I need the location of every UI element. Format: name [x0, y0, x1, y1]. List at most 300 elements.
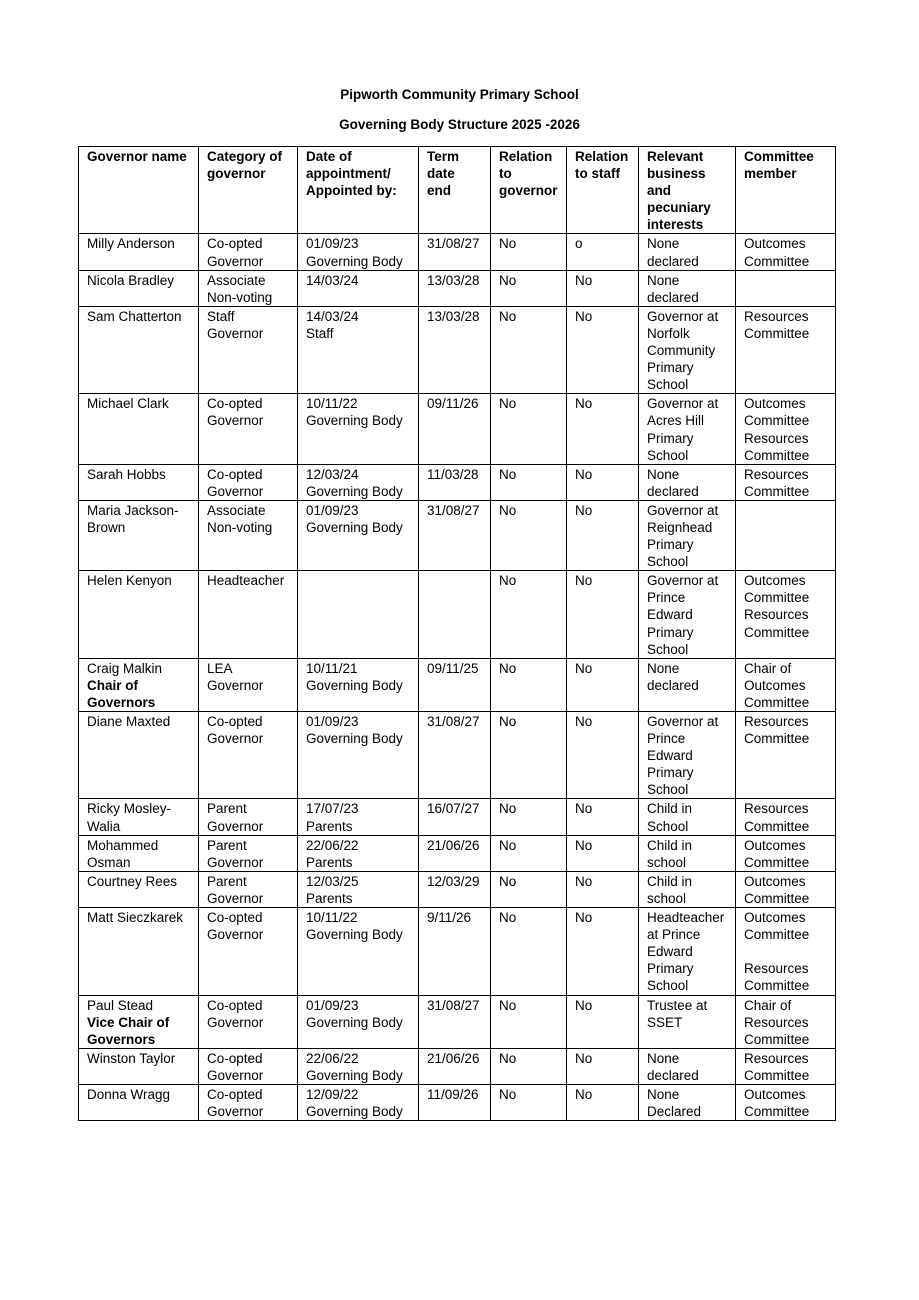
- cell-interests: [639, 571, 736, 658]
- cell-term-end: [419, 799, 491, 835]
- cell-appointment-line: Governing Body: [306, 483, 403, 499]
- column-header-interests: [639, 147, 736, 234]
- cell-category: [199, 908, 298, 995]
- cell-relation-to-governor: [491, 394, 567, 464]
- cell-appointment: [298, 394, 419, 464]
- cell-relation-to-staff-line: No: [575, 1086, 593, 1102]
- cell-committee-line: Outcomes: [744, 573, 806, 589]
- cell-relation-to-staff: [567, 799, 639, 835]
- cell-governor-name: [79, 1048, 199, 1084]
- cell-appointment-line: 10/11/22: [306, 396, 358, 412]
- cell-governor-name-line: Mohammed: [87, 837, 159, 853]
- cell-governor-name-line: Osman: [87, 854, 131, 870]
- cell-category-line: Governor: [207, 483, 264, 499]
- cell-interests-line: Edward: [647, 607, 693, 623]
- cell-committee-line: Committee: [744, 590, 810, 606]
- cell-governor-name-line: Michael Clark: [87, 396, 169, 412]
- cell-category-line: Parent: [207, 873, 247, 889]
- cell-term-end: [419, 658, 491, 711]
- cell-governor-name-line: Brown: [87, 519, 126, 535]
- table-row: [79, 712, 836, 799]
- cell-interests: [639, 658, 736, 711]
- cell-category: [199, 995, 298, 1048]
- cell-committee: [736, 571, 836, 658]
- cell-interests-line: Governor at: [647, 573, 719, 589]
- cell-committee-line: Resources: [744, 1014, 809, 1030]
- cell-committee-line: Resources: [744, 1050, 809, 1066]
- cell-committee-line: Committee: [744, 854, 810, 870]
- cell-governor-name: [79, 500, 199, 570]
- header-interests-line: business: [647, 166, 706, 182]
- cell-appointment: [298, 306, 419, 393]
- cell-relation-to-staff-line: No: [575, 714, 593, 729]
- cell-governor-name: [79, 234, 199, 270]
- cell-relation-to-governor: [491, 270, 567, 306]
- cell-committee-line: [744, 943, 831, 960]
- cell-relation-to-governor: [491, 908, 567, 995]
- governor-role-line: Chair of: [87, 677, 139, 693]
- cell-governor-name-line: Paul Stead: [87, 997, 154, 1013]
- cell-appointment: [298, 871, 419, 907]
- cell-governor-name-line: Donna Wragg: [87, 1086, 171, 1102]
- cell-category-line: Governor: [207, 854, 264, 870]
- cell-category-line: LEA: [207, 660, 233, 676]
- cell-interests: [639, 835, 736, 871]
- table-row: [79, 464, 836, 500]
- table-row: [79, 995, 836, 1048]
- cell-interests-line: declared: [647, 483, 699, 499]
- cell-governor-name-line: Craig Malkin: [87, 660, 163, 676]
- cell-committee-line: Resources: [744, 308, 809, 324]
- cell-category: [199, 658, 298, 711]
- governor-role-line: Governors: [87, 1031, 156, 1047]
- cell-term-end: [419, 500, 491, 570]
- cell-category-line: Co-opted: [207, 1086, 263, 1102]
- cell-committee: [736, 394, 836, 464]
- cell-category-line: Governor: [207, 325, 264, 341]
- cell-interests-line: None: [647, 236, 680, 252]
- cell-term-end-line: 11/03/28: [427, 466, 479, 482]
- cell-committee-line: Chair of: [744, 997, 792, 1013]
- cell-interests-line: None: [647, 1050, 680, 1066]
- cell-category: [199, 1084, 298, 1120]
- cell-interests-line: Primary: [647, 765, 694, 781]
- cell-relation-to-governor-line: No: [499, 396, 517, 412]
- cell-committee: [736, 712, 836, 799]
- cell-interests: [639, 995, 736, 1048]
- header-interests-line: interests: [647, 217, 704, 233]
- cell-relation-to-staff: [567, 1084, 639, 1120]
- cell-committee-line: Committee: [744, 1067, 810, 1083]
- cell-relation-to-staff-line: o: [575, 236, 583, 252]
- cell-relation-to-governor: [491, 500, 567, 570]
- cell-appointment: [298, 1084, 419, 1120]
- table-row: [79, 500, 836, 570]
- cell-interests-line: school: [647, 890, 687, 906]
- cell-category: [199, 306, 298, 393]
- cell-committee-line: Committee: [744, 818, 810, 834]
- cell-governor-name: [79, 799, 199, 835]
- cell-relation-to-governor: [491, 464, 567, 500]
- cell-relation-to-staff: [567, 394, 639, 464]
- cell-term-end: [419, 995, 491, 1048]
- cell-relation-to-staff: [567, 571, 639, 658]
- cell-category-line: Associate: [207, 272, 266, 288]
- column-header-governor-name: [79, 147, 199, 234]
- cell-category-line: Governor: [207, 890, 264, 906]
- cell-appointment-line: Governing Body: [306, 677, 403, 693]
- cell-term-end: [419, 1084, 491, 1120]
- cell-committee-line: Committee: [744, 413, 810, 429]
- cell-governor-name-line: Milly Anderson: [87, 236, 175, 252]
- table-row: [79, 871, 836, 907]
- cell-committee-line: Committee: [744, 927, 810, 943]
- cell-term-end-line: 31/08/27: [427, 714, 480, 729]
- cell-interests: [639, 1048, 736, 1084]
- cell-category: [199, 234, 298, 270]
- table-row: [79, 1048, 836, 1084]
- cell-term-end-line: 21/06/26: [427, 837, 480, 853]
- cell-category: [199, 871, 298, 907]
- cell-term-end-line: 16/07/27: [427, 801, 480, 817]
- cell-interests-line: None: [647, 660, 680, 676]
- cell-committee-line: Committee: [744, 483, 810, 499]
- cell-category-line: Co-opted: [207, 997, 263, 1013]
- cell-term-end-line: 21/06/26: [427, 1050, 480, 1066]
- cell-relation-to-staff: [567, 500, 639, 570]
- column-header-relation-to-staff: [567, 147, 639, 234]
- cell-relation-to-governor-line: No: [499, 573, 517, 589]
- cell-appointment-line: 01/09/23: [306, 502, 359, 518]
- cell-committee-line: Chair of: [744, 660, 792, 676]
- cell-interests-line: School: [647, 782, 689, 798]
- cell-appointment-line: 14/03/24: [306, 308, 359, 324]
- cell-governor-name-line: Helen Kenyon: [87, 573, 172, 589]
- cell-interests-line: School: [647, 641, 689, 657]
- cell-relation-to-governor-line: No: [499, 910, 517, 926]
- cell-relation-to-staff-line: No: [575, 801, 593, 817]
- header-committee-line: Committee: [744, 149, 814, 164]
- cell-committee: [736, 306, 836, 393]
- cell-category-line: Parent: [207, 801, 247, 817]
- cell-interests-line: Governor at: [647, 714, 719, 729]
- header-appointment-line: Appointed by:: [306, 183, 397, 199]
- cell-appointment-line: Governing Body: [306, 519, 403, 535]
- governor-role-line: Vice Chair of: [87, 1014, 170, 1030]
- cell-appointment: [298, 234, 419, 270]
- cell-relation-to-staff-line: No: [575, 308, 593, 324]
- cell-committee-line: Outcomes: [744, 837, 806, 853]
- cell-relation-to-governor: [491, 835, 567, 871]
- cell-governor-name: [79, 464, 199, 500]
- document-title: Pipworth Community Primary School: [340, 87, 579, 102]
- cell-relation-to-governor-line: No: [499, 837, 517, 853]
- cell-relation-to-governor-line: No: [499, 466, 517, 482]
- header-relation-to-staff-line: to staff: [575, 166, 620, 182]
- cell-committee-line: Resources: [744, 961, 809, 977]
- table-row: [79, 571, 836, 658]
- header-relation-to-staff-line: Relation: [575, 149, 629, 164]
- cell-appointment-line: Governing Body: [306, 927, 403, 943]
- cell-term-end: [419, 270, 491, 306]
- cell-appointment-line: Governing Body: [306, 731, 403, 747]
- cell-appointment: [298, 658, 419, 711]
- cell-category-line: Co-opted: [207, 714, 263, 729]
- cell-interests-line: School: [647, 447, 689, 463]
- cell-committee-line: Resources: [744, 466, 809, 482]
- cell-interests-line: None: [647, 1086, 680, 1102]
- cell-category: [199, 712, 298, 799]
- header-committee-line: member: [744, 166, 797, 182]
- cell-category-line: Co-opted: [207, 1050, 263, 1066]
- cell-governor-name: [79, 658, 199, 711]
- cell-relation-to-governor-line: No: [499, 308, 517, 324]
- cell-committee: [736, 799, 836, 835]
- cell-interests: [639, 306, 736, 393]
- cell-appointment: [298, 835, 419, 871]
- cell-appointment-line: 12/03/25: [306, 873, 359, 889]
- cell-appointment: [298, 571, 419, 658]
- cell-relation-to-governor: [491, 712, 567, 799]
- cell-interests-line: Primary: [647, 961, 694, 977]
- cell-category-line: Non-voting: [207, 519, 273, 535]
- cell-interests-line: None: [647, 466, 680, 482]
- cell-interests-line: Trustee at: [647, 997, 708, 1013]
- cell-relation-to-staff-line: No: [575, 660, 593, 676]
- cell-appointment-line: Parents: [306, 818, 353, 834]
- cell-appointment-line: 17/07/23: [306, 801, 359, 817]
- column-header-relation-to-governor: [491, 147, 567, 234]
- cell-interests-line: declared: [647, 677, 699, 693]
- column-header-committee: [736, 147, 836, 234]
- cell-relation-to-governor-line: No: [499, 502, 517, 518]
- cell-appointment-line: Parents: [306, 890, 353, 906]
- cell-term-end: [419, 908, 491, 995]
- cell-category-line: Governor: [207, 677, 264, 693]
- table-row: [79, 270, 836, 306]
- cell-committee: [736, 234, 836, 270]
- cell-committee: [736, 1084, 836, 1120]
- column-header-category: [199, 147, 298, 234]
- cell-interests-line: None: [647, 272, 680, 288]
- cell-appointment: [298, 500, 419, 570]
- cell-relation-to-governor-line: No: [499, 1086, 517, 1102]
- cell-governor-name-line: Sarah Hobbs: [87, 466, 166, 482]
- cell-relation-to-governor-line: No: [499, 873, 517, 889]
- cell-committee-line: Resources: [744, 430, 809, 446]
- cell-interests-line: Child in: [647, 837, 693, 853]
- header-appointment-line: Date of: [306, 149, 352, 164]
- cell-committee-line: Committee: [744, 694, 810, 710]
- cell-governor-name-line: Matt Sieczkarek: [87, 910, 184, 926]
- cell-relation-to-staff-line: No: [575, 502, 593, 518]
- cell-interests-line: Declared: [647, 1104, 702, 1120]
- cell-appointment: [298, 464, 419, 500]
- cell-interests-line: Headteacher: [647, 910, 725, 926]
- cell-committee-line: Outcomes: [744, 236, 806, 252]
- header-interests-line: Relevant: [647, 149, 704, 164]
- cell-interests-line: Governor at: [647, 396, 719, 412]
- cell-relation-to-governor-line: No: [499, 1050, 517, 1066]
- cell-governor-name-line: Courtney Rees: [87, 873, 178, 889]
- cell-committee-line: Resources: [744, 714, 809, 729]
- cell-interests-line: Governor at: [647, 502, 719, 518]
- cell-term-end: [419, 234, 491, 270]
- cell-interests-line: Norfolk: [647, 325, 690, 341]
- cell-category: [199, 394, 298, 464]
- cell-category-line: Co-opted: [207, 396, 263, 412]
- cell-category-line: Governor: [207, 413, 264, 429]
- cell-category-line: Governor: [207, 1104, 264, 1120]
- cell-relation-to-staff: [567, 995, 639, 1048]
- header-category-line: governor: [207, 166, 266, 182]
- cell-relation-to-staff-line: No: [575, 873, 593, 889]
- cell-interests-line: declared: [647, 289, 699, 305]
- cell-committee: [736, 908, 836, 995]
- cell-term-end: [419, 835, 491, 871]
- cell-category-line: Governor: [207, 927, 264, 943]
- cell-category-line: Headteacher: [207, 573, 285, 589]
- cell-interests-line: School: [647, 554, 689, 570]
- cell-interests: [639, 270, 736, 306]
- cell-category: [199, 464, 298, 500]
- cell-governor-name: [79, 908, 199, 995]
- cell-relation-to-governor: [491, 995, 567, 1048]
- cell-interests: [639, 500, 736, 570]
- cell-term-end: [419, 712, 491, 799]
- cell-interests: [639, 908, 736, 995]
- cell-interests-line: Edward: [647, 944, 693, 960]
- cell-interests-line: declared: [647, 253, 699, 269]
- cell-committee: [736, 270, 836, 306]
- cell-term-end-line: 13/03/28: [427, 308, 480, 324]
- cell-relation-to-staff: [567, 306, 639, 393]
- cell-governor-name-line: Maria Jackson-: [87, 502, 179, 518]
- cell-relation-to-governor-line: No: [499, 272, 517, 288]
- cell-interests: [639, 394, 736, 464]
- cell-interests-line: Child in: [647, 801, 693, 817]
- cell-governor-name: [79, 394, 199, 464]
- cell-appointment-line: 01/09/23: [306, 236, 359, 252]
- cell-governor-name-line: Winston Taylor: [87, 1050, 176, 1066]
- cell-relation-to-staff: [567, 658, 639, 711]
- cell-term-end: [419, 464, 491, 500]
- header-relation-to-governor-line: governor: [499, 183, 558, 199]
- cell-appointment: [298, 712, 419, 799]
- cell-appointment-line: Governing Body: [306, 413, 403, 429]
- cell-appointment: [298, 995, 419, 1048]
- cell-appointment-line: Staff: [306, 325, 334, 341]
- cell-committee: [736, 871, 836, 907]
- cell-committee-line: Committee: [744, 1031, 810, 1047]
- cell-relation-to-staff-line: No: [575, 573, 593, 589]
- cell-category-line: Non-voting: [207, 289, 273, 305]
- table-row: [79, 306, 836, 393]
- cell-committee-line: Committee: [744, 253, 810, 269]
- cell-governor-name-line: Walia: [87, 818, 121, 834]
- cell-appointment-line: 22/06/22: [306, 1050, 359, 1066]
- cell-committee: [736, 995, 836, 1048]
- cell-appointment-line: 10/11/22: [306, 910, 358, 926]
- cell-interests-line: Primary: [647, 430, 694, 446]
- cell-relation-to-staff-line: No: [575, 272, 593, 288]
- cell-term-end: [419, 306, 491, 393]
- cell-relation-to-staff: [567, 712, 639, 799]
- cell-interests-line: School: [647, 818, 689, 834]
- cell-interests: [639, 871, 736, 907]
- header-interests-line: pecuniary: [647, 200, 711, 216]
- cell-appointment-line: Governing Body: [306, 1014, 403, 1030]
- cell-appointment-line: 12/03/24: [306, 466, 359, 482]
- cell-interests-line: Reignhead: [647, 519, 713, 535]
- cell-committee-line: Outcomes: [744, 396, 806, 412]
- cell-committee: [736, 464, 836, 500]
- cell-governor-name: [79, 712, 199, 799]
- cell-governor-name-line: Nicola Bradley: [87, 272, 175, 288]
- cell-relation-to-governor: [491, 799, 567, 835]
- cell-term-end-line: 09/11/26: [427, 396, 479, 412]
- cell-term-end-line: 31/08/27: [427, 502, 480, 518]
- cell-category: [199, 835, 298, 871]
- cell-interests-line: school: [647, 854, 687, 870]
- cell-category-line: Associate: [207, 502, 266, 518]
- cell-interests-line: SSET: [647, 1014, 683, 1030]
- cell-interests-line: Prince: [647, 590, 686, 606]
- cell-category: [199, 571, 298, 658]
- cell-interests: [639, 1084, 736, 1120]
- cell-appointment-line: 22/06/22: [306, 837, 359, 853]
- cell-term-end-line: 12/03/29: [427, 873, 480, 889]
- cell-committee-line: Outcomes: [744, 910, 806, 926]
- cell-committee-line: Outcomes: [744, 1086, 806, 1102]
- header-category-line: Category of: [207, 149, 283, 164]
- cell-term-end-line: 31/08/27: [427, 997, 480, 1013]
- header-relation-to-governor-line: Relation: [499, 149, 553, 164]
- cell-term-end: [419, 871, 491, 907]
- cell-committee-line: Resources: [744, 607, 809, 623]
- header-term-end-line: end: [427, 183, 452, 199]
- cell-category-line: Co-opted: [207, 236, 263, 252]
- cell-relation-to-staff-line: No: [575, 466, 593, 482]
- cell-committee: [736, 1048, 836, 1084]
- cell-category-line: Co-opted: [207, 466, 263, 482]
- cell-committee-line: Committee: [744, 624, 810, 640]
- cell-relation-to-staff-line: No: [575, 1050, 593, 1066]
- table-row: [79, 835, 836, 871]
- cell-relation-to-staff-line: No: [575, 396, 593, 412]
- cell-governor-name: [79, 571, 199, 658]
- cell-relation-to-governor-line: No: [499, 660, 517, 676]
- cell-relation-to-governor: [491, 871, 567, 907]
- header-appointment-line: appointment/: [306, 166, 391, 182]
- cell-relation-to-governor: [491, 1084, 567, 1120]
- cell-appointment-line: Governing Body: [306, 1104, 403, 1120]
- cell-category-line: Governor: [207, 253, 264, 269]
- cell-committee-line: Committee: [744, 325, 810, 341]
- cell-interests-line: Child in: [647, 873, 693, 889]
- cell-relation-to-governor: [491, 306, 567, 393]
- cell-interests-line: Primary: [647, 360, 694, 376]
- cell-interests-line: School: [647, 978, 689, 994]
- cell-interests-line: Acres Hill: [647, 413, 705, 429]
- cell-governor-name-line: Ricky Mosley-: [87, 801, 172, 817]
- cell-interests-line: Governor at: [647, 308, 719, 324]
- table-row: [79, 394, 836, 464]
- table-row: [79, 234, 836, 270]
- cell-relation-to-staff: [567, 1048, 639, 1084]
- cell-governor-name: [79, 995, 199, 1048]
- cell-interests-line: School: [647, 377, 689, 393]
